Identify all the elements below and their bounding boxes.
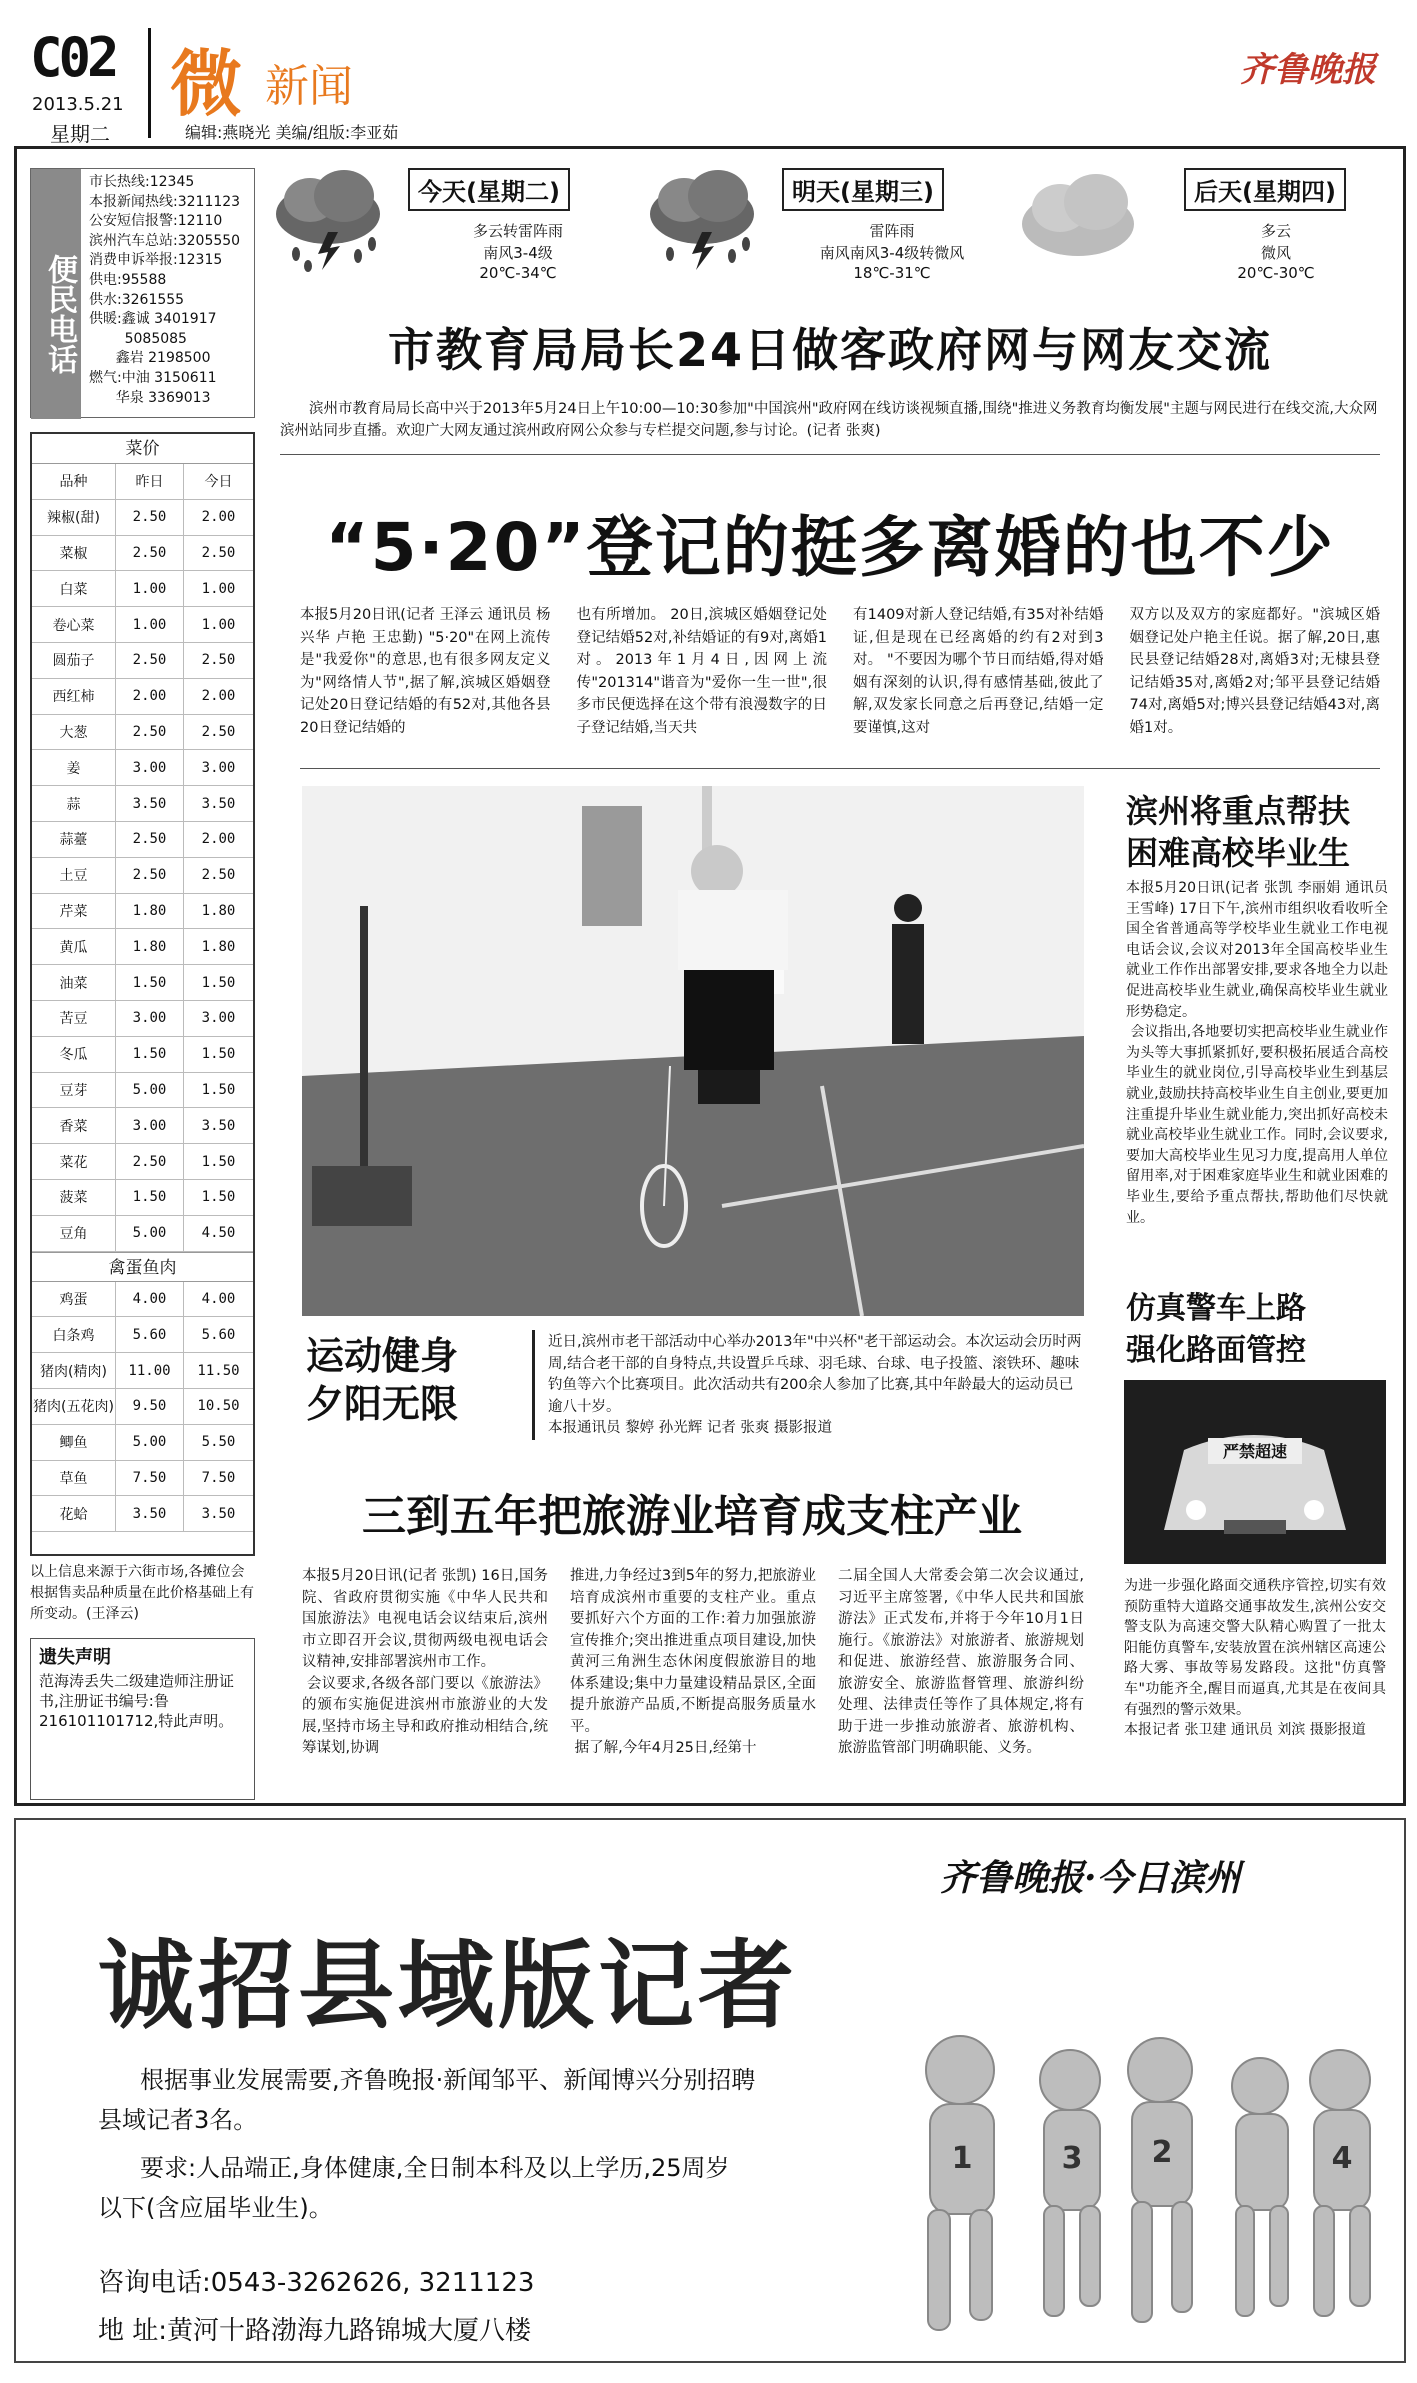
veg-row [32,607,253,643]
column-logo: 微 [170,41,243,126]
price-today: 4.50 [201,1225,236,1242]
police-car-photo [1124,1380,1386,1564]
weather-today-condition: 多云转雷阵雨 [472,222,563,240]
figure-number: 2 [1151,2135,1173,2170]
price-today: 2.00 [201,831,236,848]
page-number: C02 [30,26,116,89]
headline-police-car: 仿真警车上路 强化路面管控 [1126,1291,1306,1368]
figure-number: 1 [951,2141,973,2176]
price-yesterday: 1.50 [116,1180,184,1215]
police-car-body: 为进一步强化路面交通秩序管控,切实有效预防重特大道路交通事故发生,滨州公安交警支队为高速交警大队精心购置了一批太阳能仿真警车,安装放置在滨州辖区高速公路大雾、事故等易发路段。这批"仿真警车"功能齐全,醒目而逼真,尤其是在夜间具有强烈的警示效果。 本报记者 张卫建 通讯员 刘滨 摄影报道 [1124,1578,1386,1739]
veg-row [32,894,253,930]
item-name: 苦豆 [32,1001,116,1036]
price-today: 3.00 [201,759,236,776]
col-header: 昨日 [116,464,184,499]
tourism-col-3: 二届全国人大常委会第二次会议通过,习近平主席签署,《中华人民共和国旅游法》正式发布,并将于今年10月1日施行。《旅游法》对旅游者、旅游规划和促进、旅游经营、旅游服务合同、旅游安全、旅游监督管理、旅游纠纷处理、法律责任等作了具体规定,将有助于进一步推动旅游者、旅游机构、旅游监管部门明确职能、义务。 [838,1568,1084,1756]
item-name: 花蛤 [32,1496,116,1531]
header-divider [148,28,151,138]
price-today: 3.50 [201,1505,236,1522]
caption-divider [532,1330,535,1440]
item-name: 辣椒(甜) [32,500,116,535]
ad-line: 要求:人品端正,身体健康,全日制本科及以上学历,25周岁 [140,2154,730,2182]
veg-row [32,1073,253,1109]
meat-row [32,1282,253,1318]
ad-paper-logo: 齐鲁晚报·今日滨州 [940,1857,1241,1899]
price-yesterday: 2.50 [116,536,184,571]
item-name: 猪肉(精肉) [32,1353,116,1388]
item-name: 白菜 [32,571,116,606]
price-yesterday: 2.50 [116,1144,184,1179]
item-name: 鲫鱼 [32,1425,116,1460]
price-today: 2.00 [201,509,236,526]
price-yesterday: 5.00 [116,1425,184,1460]
price-today: 1.80 [201,902,236,919]
lost-notice [30,1638,255,1800]
col-header: 品种 [32,464,116,499]
section-divider [280,454,1380,455]
veg-row [32,929,253,965]
photo-caption: 近日,滨州市老干部活动中心举办2013年"中兴杯"老干部运动会。本次运动会历时两周,结合老干部的自身特点,共设置乒乓球、羽毛球、台球、电子投篮、滚铁环、趣味钓鱼等六个比赛项目。此次活动共有200余人参加了比赛,其中年龄最大的运动员已逾八十岁。 本报通讯员 黎婷 孙光辉 记者 张爽 摄影报道 [548,1334,1082,1436]
item-name: 姜 [32,750,116,785]
editors-credit: 编辑:燕晓光 美编/组版:李亚茹 [185,123,399,142]
meat-row [32,1496,253,1532]
price-yesterday: 3.50 [116,786,184,821]
hotline-list: 市长热线:12345 本报新闻热线:3211123 公安短信报警:12110 滨州汽车总站:3205550 消费申诉举报:12315 供电:95588 供水:3261555 供暖:鑫诚 3401917 5085085 鑫岩 2198500 燃气:中油 3150611 华泉 3369013 [89,174,241,406]
photo-headline: 运动健身 夕阳无限 [306,1334,459,1426]
price-today: 1.00 [201,580,236,597]
column-name: 新闻 [265,61,353,112]
price-yesterday: 3.00 [116,1108,184,1143]
item-name: 蒜 [32,786,116,821]
thunderstorm-icon [642,162,772,272]
thunderstorm-icon [268,162,398,272]
item-name: 鸡蛋 [32,1282,116,1317]
price-today: 2.50 [201,544,236,561]
price-yesterday: 2.50 [116,858,184,893]
figure-number: 4 [1331,2141,1353,2176]
veg-row [32,1001,253,1037]
marriage-col-3: 有1409对新人登记结婚,有35对补结婚证,但是现在已经离婚的约有2对到3对。 "不要因为哪个节日而结婚,得对婚姻有深刻的认识,得有感情基础,彼此了解,双发家长同意之后再登记,结婚一定要谨慎,这对 [853,607,1104,736]
price-today: 1.50 [201,1081,236,1098]
weather-tomorrow-title: 明天(星期三) [782,168,944,211]
ad-line: 以下(含应届毕业生)。 [98,2194,333,2222]
price-today: 10.50 [197,1398,240,1415]
tourism-col-2: 推进,力争经过3到5年的努力,把旅游业培育成滨州市重要的支柱产业。重点要抓好六个方面的工作:着力加强旅游宣传推介;突出推进重点项目建设,加快黄河三角洲生态休闲度假旅游目的地体系建设;集中力量建设精品景区,全面提升旅游产品质,不断提高服务质量水平。 据了解,今年4月25日,经第十 [570,1568,816,1756]
meat-title: 禽蛋鱼肉 [32,1252,253,1282]
price-yesterday: 5.00 [116,1216,184,1251]
headline-education: 市教育局局长24日做客政府网与网友交流 [387,323,1272,377]
notice-text: 范海涛丢失二级建造师注册证书,注册证书编号:鲁216101101712,特此声明。 [39,1672,235,1730]
meat-row [32,1389,253,1425]
meat-row [32,1317,253,1353]
police-sign-text: 严禁超速 [1222,1442,1288,1461]
headline-tourism: 三到五年把旅游业培育成支柱产业 [362,1491,1022,1542]
price-today: 5.50 [201,1434,236,1451]
item-name: 卷心菜 [32,607,116,642]
item-name: 冬瓜 [32,1037,116,1072]
price-today: 7.50 [201,1469,236,1486]
weather-dayafter-wind: 微风 [1260,244,1291,262]
veg-row [32,715,253,751]
headline-graduates: 滨州将重点帮扶 困难高校毕业生 [1126,792,1351,872]
ad-title: 诚招县域版记者 [98,1930,798,2042]
price-today: 1.50 [201,1046,236,1063]
item-name: 土豆 [32,858,116,893]
price-yesterday: 2.50 [116,500,184,535]
col-header: 今日 [204,474,233,491]
hotline-tag: 便民电话 [31,169,81,419]
price-yesterday: 1.80 [116,929,184,964]
price-today: 2.50 [201,867,236,884]
veg-row [32,750,253,786]
price-today: 1.00 [201,616,236,633]
veg-row [32,1144,253,1180]
price-today: 2.50 [201,652,236,669]
veg-row [32,1180,253,1216]
price-yesterday: 9.50 [116,1389,184,1424]
price-yesterday: 1.00 [116,607,184,642]
veg-row [32,643,253,679]
ad-line: 根据事业发展需要,齐鲁晚报·新闻邹平、新闻博兴分别招聘 [140,2066,756,2094]
item-name: 豆芽 [32,1073,116,1108]
education-body: 滨州市教育局局长高中兴于2013年5月24日上午10:00—10:30参加"中国滨州"政府网在线访谈视频直播,围绕"推进义务教育均衡发展"主题与网民进行在线交流,大众网滨州站同步直播。欢迎广大网友通过滨州政府网公众参与专栏提交问题,参与讨论。(记者 张爽) [280,401,1378,439]
tourism-col-1: 本报5月20日讯(记者 张凯) 16日,国务院、省政府贯彻实施《中华人民共和国旅游法》电视电话会议结束后,滨州市立即召开会议,贯彻两级电视电话会议精神,安排部署滨州市工作。 会议要求,各级各部门要以《旅游法》的颁布实施促进滨州市旅游业的大发展,坚持市场主导和政府推动相结合,统筹谋划,协调 [302,1568,548,1756]
marriage-col-2: 也有所增加。 20日,滨城区婚姻登记处登记结婚52对,补结婚证的有9对,离婚1对。2013年1月4日,因网上流传"201314"谐音为"爱你一生一世",很多市民便选择在这个带有浪漫数字的日子登记结婚,当天共 [576,607,827,736]
weather-today-temp: 20℃-34℃ [479,264,557,282]
item-name: 菜花 [32,1144,116,1179]
weather-today-title: 今天(星期二) [408,168,570,211]
veg-row [32,858,253,894]
figure-number: 3 [1061,2141,1083,2176]
weather-dayafter-temp: 20℃-30℃ [1237,264,1315,282]
price-note: 以上信息来源于六街市场,各摊位会根据售卖品种质量在此价格基础上有所变动。(王泽云) [30,1564,254,1622]
weather-tomorrow [642,158,1012,300]
price-today: 11.50 [197,1362,240,1379]
veg-rows [32,500,253,1252]
marriage-col-1: 本报5月20日讯(记者 王泽云 通讯员 杨兴华 卢艳 王忠勤) "5·20"在网上流传是"我爱你"的意思,也有很多网友定义为"网络情人节",据了解,滨城区婚姻登记处20日登记结婚的有52对,其他各县20日登记结婚的 [300,607,551,736]
price-yesterday: 1.50 [116,1037,184,1072]
veg-row [32,1216,253,1252]
item-name: 大葱 [32,715,116,750]
price-today: 3.50 [201,1117,236,1134]
meat-row [32,1461,253,1497]
weather-dayafter-condition: 多云 [1260,222,1291,240]
price-yesterday: 2.50 [116,822,184,857]
price-today: 3.50 [201,795,236,812]
running-figures-art [900,2000,1390,2358]
veg-row [32,965,253,1001]
price-yesterday: 1.00 [116,571,184,606]
graduates-body: 本报5月20日讯(记者 张凯 李丽娟 通讯员 王雪峰) 17日下午,滨州市组织收看收听全国全省普通高等学校毕业生就业工作电视电话会议,会议对2013年全国高校毕业生就业工作作出部署安排,要求各地全力以赴促进高校毕业生就业,确保高校毕业生就业形势稳定。 会议指出,各地要切实把高校毕业生就业作为头等大事抓紧抓好,要积极拓展适合高校毕业生的就业岗位,引导高校毕业生到基层就业,鼓励扶持高校毕业生自主创业,要更加注重提升毕业生就业能力,突出抓好高校未就业高校毕业生就业工作。同时,会议要求,要加大高校毕业生见习力度,提高用人单位留用率,对于困难家庭毕业生和就业困难的毕业生,要给予重点帮扶,帮助他们尽快就业。 [1126,880,1389,1226]
marriage-body [300,604,1380,739]
item-name: 菜椒 [32,536,116,571]
weather-tomorrow-condition: 雷阵雨 [869,222,915,240]
weather-tomorrow-wind: 南风南风3-4级转微风 [819,244,965,262]
meat-row [32,1425,253,1461]
weather-today-wind: 南风3-4级 [483,244,553,262]
ad-phone: 咨询电话:0543-3262626, 3211123 [98,2268,535,2298]
price-title: 菜价 [32,434,253,464]
sports-photo [302,786,1084,1316]
item-name: 蒜薹 [32,822,116,857]
paper-logo: 齐鲁晚报 [1240,50,1376,90]
weather-dayafter-title: 后天(星期四) [1184,168,1346,211]
item-name: 黄瓜 [32,929,116,964]
meat-rows [32,1282,253,1533]
price-yesterday: 1.50 [116,965,184,1000]
price-yesterday: 5.00 [116,1073,184,1108]
price-today: 3.00 [201,1010,236,1027]
veg-row [32,500,253,536]
section-divider [300,768,1380,769]
issue-weekday: 星期二 [50,122,110,146]
item-name: 圆茄子 [32,643,116,678]
veg-row [32,536,253,572]
price-yesterday: 4.00 [116,1282,184,1317]
hotline-box [30,168,255,418]
item-name: 白条鸡 [32,1317,116,1352]
page-header [30,20,1390,146]
veg-row [32,679,253,715]
item-name: 豆角 [32,1216,116,1251]
meat-row [32,1353,253,1389]
item-name: 西红柿 [32,679,116,714]
item-name: 猪肉(五花肉) [32,1389,116,1424]
cloud-icon [1016,162,1146,272]
weather-tomorrow-temp: 18℃-31℃ [853,264,931,282]
notice-title: 遗失声明 [39,1647,111,1668]
item-name: 香菜 [32,1108,116,1143]
issue-date: 2013.5.21 [32,94,124,115]
weather-today [268,158,638,300]
marriage-col-4: 双方以及双方的家庭都好。"滨城区婚姻登记处户艳主任说。据了解,20日,惠民县登记结婚28对,离婚3对;无棣县登记结婚35对,离婚2对;邹平县登记结婚74对,离婚5对;博兴县登记结婚43对,离婚1对。 [1129,607,1380,736]
price-today: 1.50 [201,1189,236,1206]
price-header-row [32,464,253,500]
price-yesterday: 2.50 [116,643,184,678]
price-today: 2.00 [201,688,236,705]
item-name: 菠菜 [32,1180,116,1215]
headline-marriage: “5·20”登记的挺多离婚的也不少 [325,509,1335,586]
price-table [30,432,255,1556]
ad-line: 县域记者3名。 [98,2106,258,2134]
price-today: 1.50 [201,1153,236,1170]
item-name: 油菜 [32,965,116,1000]
price-yesterday: 11.00 [116,1353,184,1388]
price-yesterday: 2.00 [116,679,184,714]
veg-row [32,786,253,822]
weather-dayafter [1016,158,1386,300]
price-today: 4.00 [201,1290,236,1307]
price-yesterday: 7.50 [116,1461,184,1496]
price-yesterday: 3.00 [116,750,184,785]
price-yesterday: 5.60 [116,1317,184,1352]
veg-row [32,571,253,607]
price-yesterday: 1.80 [116,894,184,929]
price-yesterday: 3.50 [116,1496,184,1531]
veg-row [32,822,253,858]
tourism-body [302,1566,1084,1760]
item-name: 草鱼 [32,1461,116,1496]
price-today: 1.80 [201,938,236,955]
veg-row [32,1037,253,1073]
price-yesterday: 2.50 [116,715,184,750]
price-today: 1.50 [201,974,236,991]
price-today: 2.50 [201,723,236,740]
veg-row [32,1108,253,1144]
price-yesterday: 3.00 [116,1001,184,1036]
item-name: 芹菜 [32,894,116,929]
price-today: 5.60 [201,1326,236,1343]
ad-address: 地 址:黄河十路渤海九路锦城大厦八楼 [98,2316,532,2346]
